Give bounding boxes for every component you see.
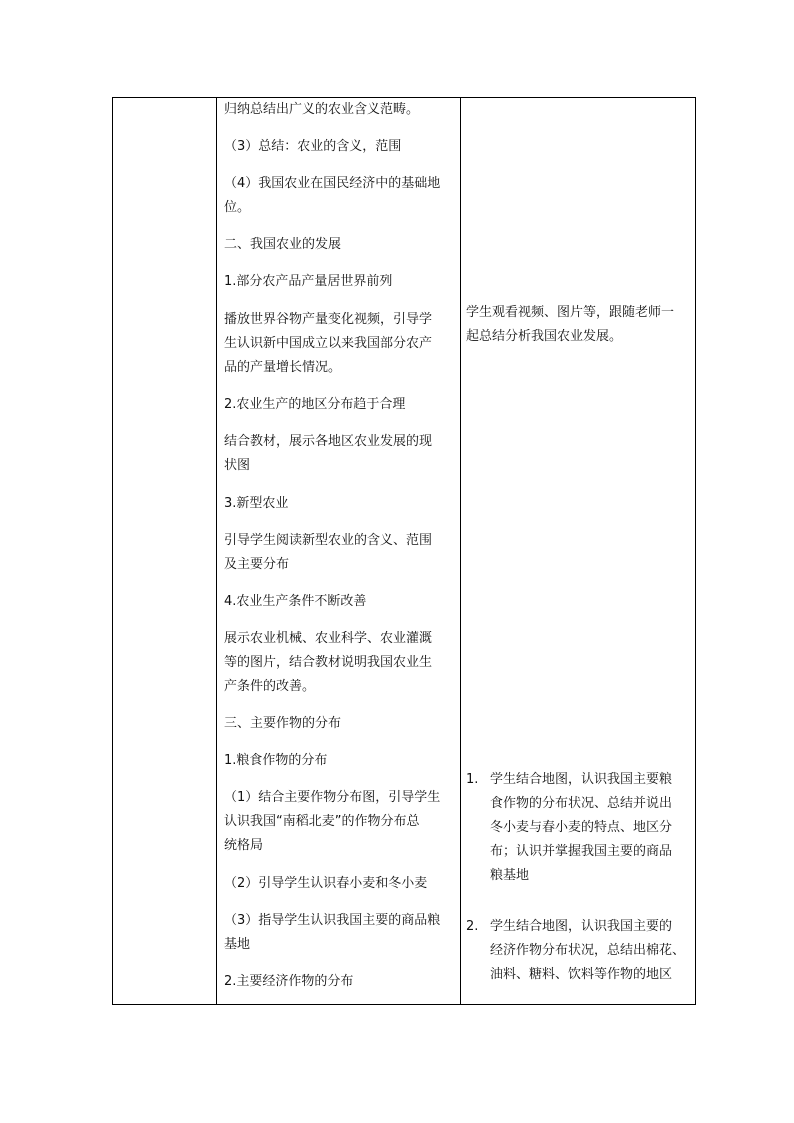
text-line: 食作物的分布状况、总结并说出 <box>490 796 673 811</box>
text-line: 位。 <box>224 200 251 215</box>
text-line: 学生观看视频、图片等，跟随老师一 <box>466 305 675 320</box>
list-number: 1. <box>466 772 479 787</box>
text-line: 播放世界谷物产量变化视频，引导学 <box>224 312 433 327</box>
text-line: 生认识新中国成立以来我国部分农产 <box>224 336 433 351</box>
column-divider-1 <box>216 98 217 1004</box>
text-line: 起总结分析我国农业发展。 <box>466 329 623 344</box>
text-line: 等的图片，结合教材说明我国农业生 <box>224 655 433 670</box>
subheading: 4.农业生产条件不断改善 <box>224 594 367 609</box>
column-divider-2 <box>460 98 461 1004</box>
text-line: 布；认识并掌握我国主要的商品 <box>490 844 673 859</box>
text-line: 引导学生阅读新型农业的含义、范围 <box>224 533 433 548</box>
section-heading: 三、主要作物的分布 <box>224 716 342 731</box>
text-line: 经济作物分布状况，总结出棉花、 <box>490 943 686 958</box>
text-line: 学生结合地图，认识我国主要的 <box>490 919 673 934</box>
lesson-plan-table <box>112 97 696 1005</box>
text-line: 及主要分布 <box>224 557 290 572</box>
text-line: 基地 <box>224 937 251 952</box>
subheading: 3.新型农业 <box>224 496 289 511</box>
list-number: 2. <box>466 919 479 934</box>
text-line: 归纳总结出广义的农业含义范畴。 <box>224 102 420 117</box>
text-line: 状图 <box>224 458 251 473</box>
text-line: （3）指导学生认识我国主要的商品粮 <box>224 913 441 928</box>
subheading: 2.农业生产的地区分布趋于合理 <box>224 397 406 412</box>
subheading: 1.部分农产品产量居世界前列 <box>224 274 393 289</box>
text-line: 产条件的改善。 <box>224 679 316 694</box>
text-line: （2）引导学生认识春小麦和冬小麦 <box>224 876 428 891</box>
text-line: 结合教材，展示各地区农业发展的现 <box>224 434 433 449</box>
section-heading: 二、我国农业的发展 <box>224 237 342 252</box>
text-line: 冬小麦与春小麦的特点、地区分 <box>490 820 673 835</box>
text-line: 统格局 <box>224 838 264 853</box>
text-line: （4）我国农业在国民经济中的基础地 <box>224 176 441 191</box>
text-line: 粮基地 <box>490 868 530 883</box>
text-line: （1）结合主要作物分布图，引导学生 <box>224 790 441 805</box>
subheading: 1.粮食作物的分布 <box>224 753 328 768</box>
text-line: 品的产量增长情况。 <box>224 360 342 375</box>
text-line: 认识我国“南稻北麦”的作物分布总 <box>224 814 420 829</box>
text-line: 油料、糖料、饮料等作物的地区 <box>490 967 673 982</box>
subheading: 2.主要经济作物的分布 <box>224 974 354 989</box>
text-line: 学生结合地图，认识我国主要粮 <box>490 772 673 787</box>
text-line: （3）总结：农业的含义，范围 <box>224 139 402 154</box>
text-line: 展示农业机械、农业科学、农业灌溉 <box>224 631 433 646</box>
